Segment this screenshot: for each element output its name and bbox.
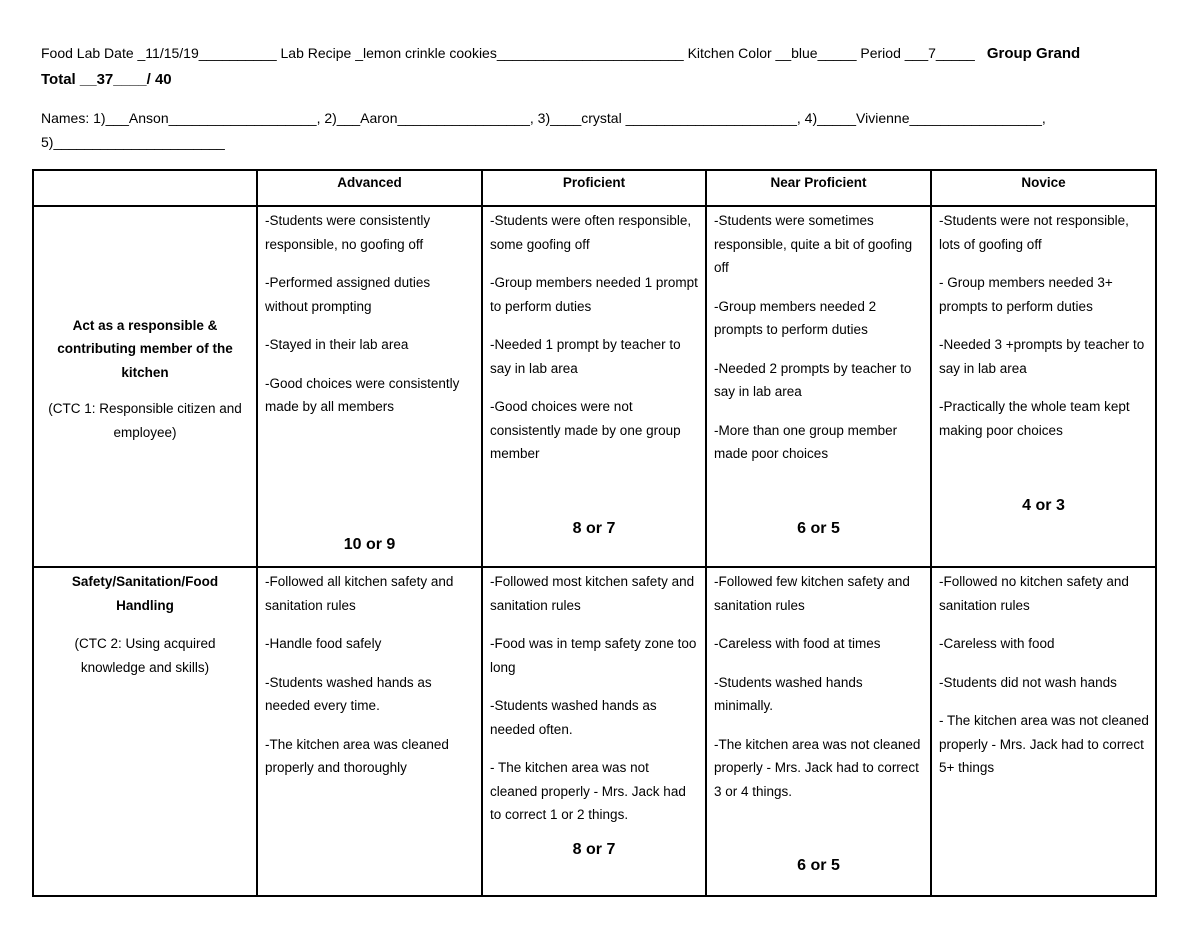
score-label: 8 or 7 — [572, 841, 616, 858]
criterion-text: -Followed most kitchen safety and sanitation rules — [490, 574, 695, 613]
group-grand-label: Group Grand — [986, 45, 1081, 62]
criterion-text: -Students washed hands as needed often. — [490, 698, 657, 737]
criterion-text: -More than one group member made poor choices — [714, 422, 898, 461]
table-row — [33, 567, 1156, 896]
rubric-cell — [482, 567, 706, 896]
column-header-near-proficient: Near Proficient — [706, 170, 931, 206]
score-label: 6 or 5 — [797, 857, 840, 874]
criterion-text: -The kitchen area was cleaned properly and thoroughly — [265, 736, 449, 775]
criterion-text: -Handle food safely — [265, 636, 382, 651]
rubric-cell — [257, 206, 482, 567]
rubric-cell — [257, 567, 482, 896]
row-header-safety — [33, 567, 257, 896]
column-header-proficient: Proficient — [482, 170, 706, 206]
rubric-cell — [706, 567, 931, 896]
row-title: Safety/Sanitation/Food Handling — [71, 574, 219, 613]
row-ctc: (CTC 2: Using acquired knowledge and skills) — [74, 636, 216, 675]
criterion-text: -Students were consistently responsible, no goofing off — [265, 213, 431, 252]
score-label: 4 or 3 — [1022, 497, 1065, 514]
criterion-text: -Students were often responsible, some goofing off — [490, 213, 692, 252]
criterion-text: - The kitchen area was not cleaned properly - Mrs. Jack had to correct 5+ things — [939, 713, 1149, 775]
criterion-text: -Students washed hands minimally. — [714, 674, 863, 713]
row-header-responsibility — [33, 206, 257, 567]
rubric-cell — [482, 206, 706, 567]
criterion-text: -Good choices were not consistently made by one group member — [490, 399, 681, 461]
criterion-text: - The kitchen area was not cleaned properly - Mrs. Jack had to correct 1 or 2 things. — [490, 760, 686, 822]
criterion-text: -Needed 1 prompt by teacher to say in lab area — [490, 337, 681, 376]
criterion-text: -Students were sometimes responsible, quite a bit of goofing off — [714, 213, 913, 275]
table-header-row — [33, 170, 1156, 206]
criterion-text: -Group members needed 1 prompt to perform duties — [490, 275, 698, 314]
criterion-text: -Good choices were consistently made by all members — [265, 375, 460, 414]
grand-total: Total __37____/ 40 — [41, 71, 172, 88]
criterion-text: -Food was in temp safety zone too long — [490, 636, 697, 675]
names-line: Names: 1)___Anson___________________, 2)___Aaron_________________, 3)____crystal ______________________, 4)_____Vivienne_________________, — [41, 110, 1046, 126]
row-title: Act as a responsible & contributing member of the kitchen — [57, 317, 233, 380]
criterion-text: -Followed few kitchen safety and sanitation rules — [714, 574, 910, 613]
corner-cell — [33, 170, 257, 206]
criterion-text: - Group members needed 3+ prompts to perform duties — [939, 275, 1113, 314]
header-line-1 — [41, 44, 1080, 63]
criterion-text: -Followed no kitchen safety and sanitation rules — [939, 574, 1129, 613]
rubric-cell — [931, 206, 1156, 567]
criterion-text: -Students washed hands as needed every time. — [265, 674, 432, 713]
criterion-text: -Followed all kitchen safety and sanitation rules — [265, 574, 454, 613]
column-header-novice: Novice — [931, 170, 1156, 206]
criterion-text: -Stayed in their lab area — [265, 337, 409, 352]
score-label: 10 or 9 — [343, 536, 396, 553]
criterion-text: -Students did not wash hands — [939, 674, 1117, 690]
score-label: 6 or 5 — [797, 520, 840, 537]
column-header-advanced: Advanced — [257, 170, 482, 206]
criterion-text: -Group members needed 2 prompts to perform duties — [714, 298, 877, 337]
criterion-text: -The kitchen area was not cleaned properly - Mrs. Jack had to correct 3 or 4 things. — [714, 736, 921, 799]
criterion-text: -Careless with food — [939, 636, 1055, 651]
criterion-text: -Needed 3 +prompts by teacher to say in lab area — [939, 337, 1145, 376]
criterion-text: -Performed assigned duties without prompting — [265, 275, 431, 314]
criterion-text: -Needed 2 prompts by teacher to say in lab area — [714, 360, 912, 399]
rubric-cell — [931, 567, 1156, 896]
criterion-text: -Careless with food at times — [714, 636, 881, 651]
header-line-2 — [41, 70, 172, 89]
table-row — [33, 206, 1156, 567]
header-fields: Food Lab Date _11/15/19__________ Lab Recipe _lemon crinkle cookies________________________ Kitchen Color __blue_____ Period ___7_____ — [41, 45, 975, 61]
criterion-text: -Students were not responsible, lots of goofing off — [939, 213, 1129, 252]
rubric-cell — [706, 206, 931, 567]
criterion-text: -Practically the whole team kept making poor choices — [939, 399, 1130, 438]
names-line-2: 5)______________________ — [41, 134, 225, 150]
rubric-table — [32, 169, 1157, 897]
row-ctc: (CTC 1: Responsible citizen and employee) — [48, 401, 242, 440]
score-label: 8 or 7 — [572, 520, 616, 537]
